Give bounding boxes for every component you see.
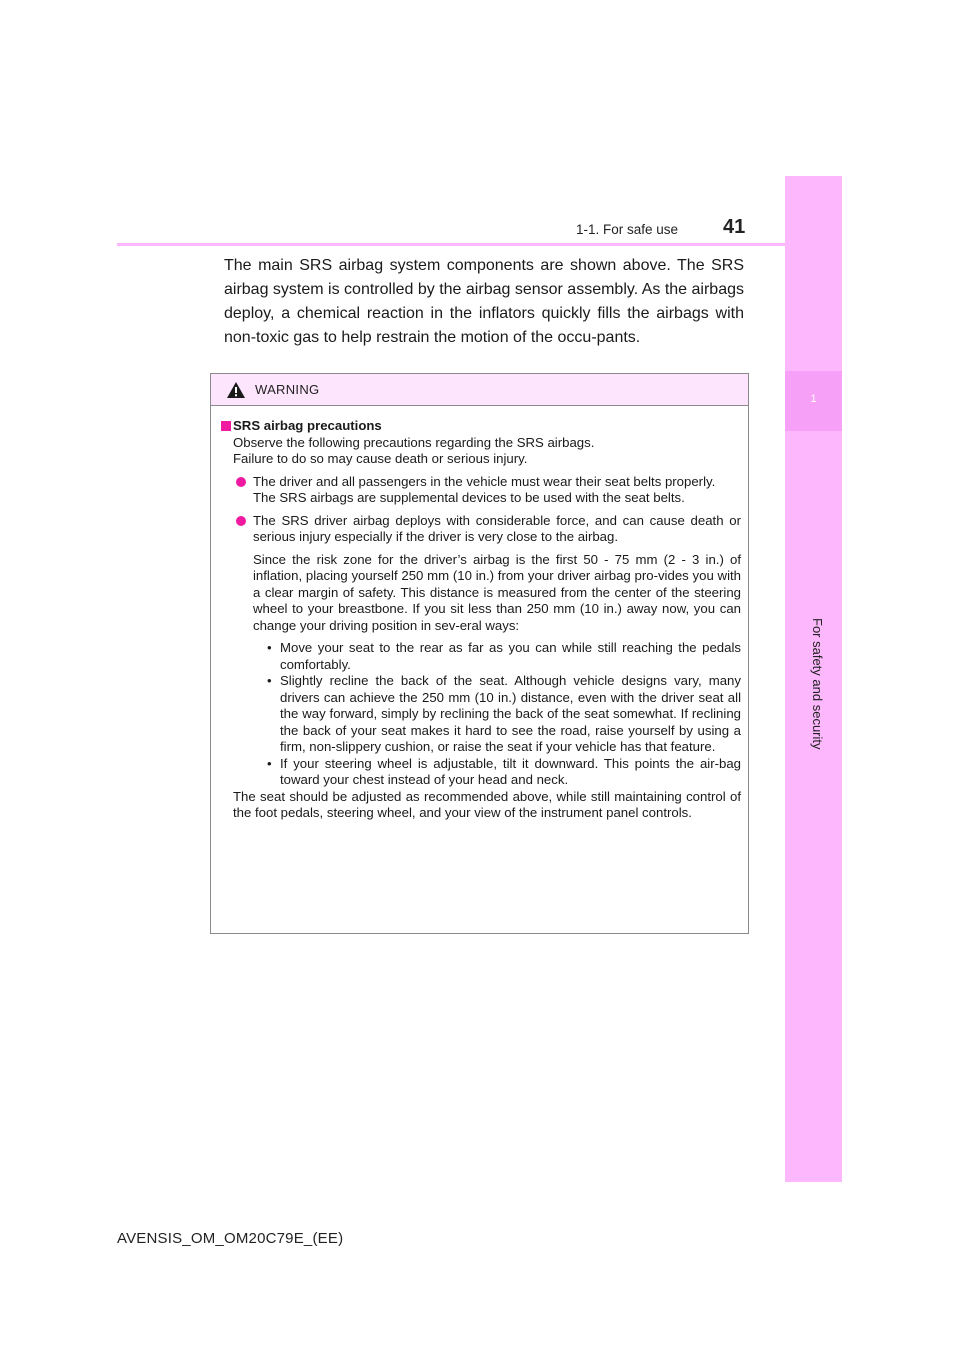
warning-bullet-1: [221, 474, 741, 491]
warning-closing: The seat should be adjusted as recommended above, while still maintaining control of the foot pedals, steering wheel, and your view of the instrument panel controls.: [233, 788, 741, 820]
warning-body: [211, 406, 748, 822]
dot-marker: •: [267, 673, 272, 688]
chapter-number-block: [785, 371, 842, 431]
chapter-title: For safety and security: [810, 618, 825, 750]
sub-list-item: [221, 756, 741, 789]
dot-marker: •: [267, 755, 272, 771]
warning-subheading: [221, 418, 741, 435]
sub-list-item-text: Slightly recline the back of the seat. Although vehicle designs vary, many drivers can achieve the 250 mm (10 in.) distance, even with the driver seat all the way forward, simply by reclining the back of the seat somewhat. If reclining the back of your seat makes it hard to see the road, raise yourself by using a firm, non-slippery cushion, or raise the seat if your vehicle has that feature.: [280, 673, 741, 754]
page-number: 41: [723, 216, 746, 238]
warning-box: [210, 373, 749, 934]
warning-bullet-2-detail: Since the risk zone for the driver’s airbag is the first 50 - 75 mm (2 - 3 in.) of inflation, placing yourself 250 mm (10 in.) from your driver airbag pro-vides you with a clear margin of safety. This distance is measured from the center of the steering wheel to your breastbone. If you sit less than 250 mm (10 in.) away now, you can change your driving position in sev-eral ways:: [253, 551, 741, 633]
warning-header: [211, 374, 748, 406]
warning-subheading-text: SRS airbag precautions: [233, 418, 382, 433]
sub-list-item-text: If your steering wheel is adjustable, tilt it downward. This points the air-bag toward your chest instead of your head and neck.: [280, 755, 741, 787]
warning-bullet-2: [221, 513, 741, 546]
warning-label: WARNING: [255, 382, 320, 397]
warning-triangle-icon: [226, 381, 246, 399]
document-code: AVENSIS_OM_OM20C79E_(EE): [117, 1230, 344, 1247]
warning-lead-1: Observe the following precautions regarding the SRS airbags.: [233, 434, 595, 450]
header-rule: [117, 243, 785, 246]
sub-list-item: [221, 640, 741, 673]
square-bullet-icon: [221, 421, 231, 431]
warning-bullet-1-note: The SRS airbags are supplemental devices to be used with the seat belts.: [253, 490, 685, 505]
chapter-side-tab: [785, 176, 842, 1182]
circle-bullet-icon: [236, 516, 246, 526]
circle-bullet-icon: [236, 477, 246, 487]
intro-paragraph: The main SRS airbag system components are shown above. The SRS airbag system is controlled by the airbag sensor assembly. As the airbags deploy, a chemical reaction in the inflators quickly fills the airbags with non-toxic gas to help restrain the motion of the occu-pants.: [224, 257, 744, 346]
warning-bullet-2-text: The SRS driver airbag deploys with considerable force, and can cause death or serious injury especially if the driver is very close to the airbag.: [253, 512, 741, 544]
sub-list-item-text: Move your seat to the rear as far as you can while still reaching the pedals comfortably.: [280, 640, 741, 672]
chapter-number: 1: [810, 393, 817, 405]
sub-list-item: [221, 673, 741, 756]
warning-lead-2: Failure to do so may cause death or serious injury.: [233, 451, 528, 466]
section-title: 1-1. For safe use: [576, 222, 679, 237]
dot-marker: •: [267, 640, 272, 655]
warning-bullet-1-text: The driver and all passengers in the vehicle must wear their seat belts properly.: [253, 473, 716, 489]
